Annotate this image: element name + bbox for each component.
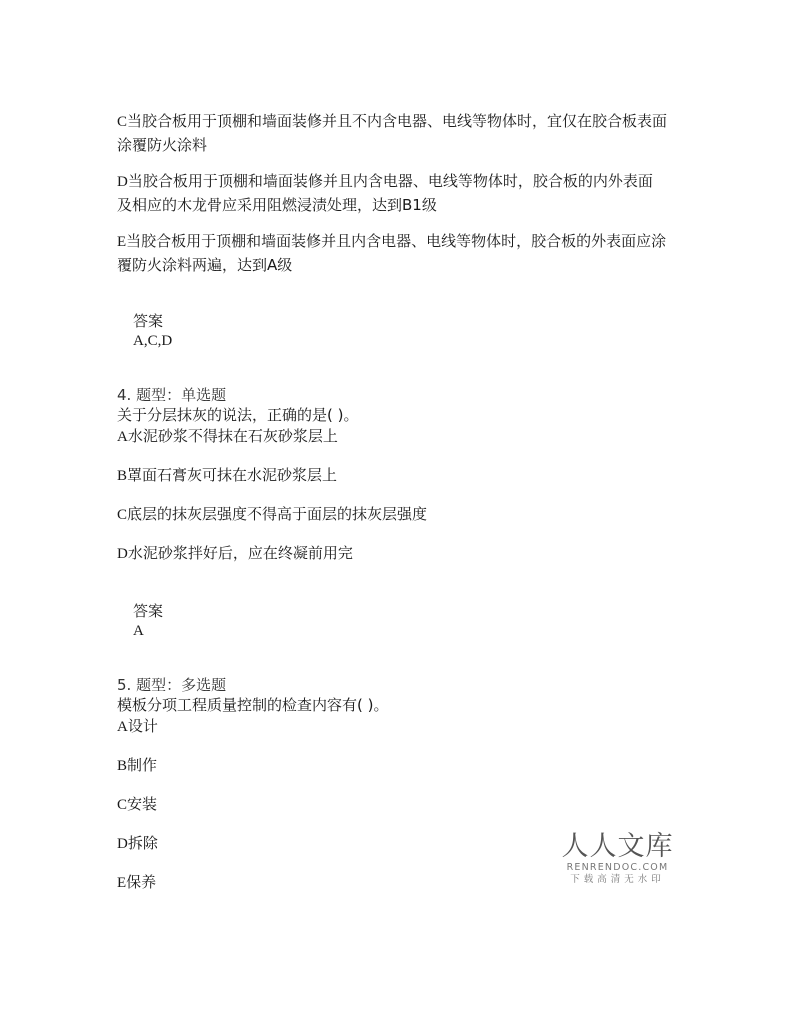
- option-letter: E: [117, 234, 127, 250]
- option-letter: A: [117, 429, 128, 445]
- option-letter: B: [117, 758, 128, 774]
- option-letter: D: [117, 174, 128, 190]
- option-text: 罩面石膏灰可抹在水泥砂浆层上: [127, 466, 338, 484]
- q4-answer-value: A: [133, 623, 144, 639]
- option-letter: C: [117, 797, 128, 813]
- q5-option-b: [117, 754, 157, 778]
- q4-option-d: [117, 542, 353, 566]
- option-letter: D: [117, 546, 128, 562]
- q3-option-e: [117, 230, 666, 277]
- option-text-line2: 覆防火涂料两遍，达到A级: [117, 256, 293, 274]
- option-letter: C: [117, 507, 128, 523]
- option-text: 拆除: [127, 834, 158, 852]
- q5-option-a: [117, 715, 158, 739]
- q3-answer-label: 答案: [133, 312, 164, 330]
- q4-option-c: [117, 503, 427, 527]
- option-text-line1: 当胶合板用于顶棚和墙面装修并且不内含电器、电线等物体时，宜仅在胶合板表面: [127, 112, 668, 130]
- q4-stem: 关于分层抹灰的说法，正确的是( )。: [117, 406, 359, 424]
- option-text: 设计: [127, 717, 158, 735]
- option-text: 安装: [127, 795, 158, 813]
- option-letter: D: [117, 836, 128, 852]
- q5-header: 5. 题型：多选题: [117, 676, 227, 694]
- q3-option-d: [117, 170, 653, 217]
- option-text: 保养: [126, 873, 157, 891]
- option-letter: B: [117, 468, 128, 484]
- q3-answer-value: A,C,D: [133, 333, 173, 349]
- watermark-title: 人人文库: [561, 831, 674, 862]
- option-letter: E: [117, 875, 127, 891]
- q4-option-b: [117, 464, 337, 488]
- watermark-url: RENRENDOC.COM: [566, 862, 669, 873]
- q5-option-c: [117, 793, 157, 817]
- q3-option-c: [117, 110, 667, 157]
- q4-option-a: [117, 425, 338, 449]
- q5-stem: 模板分项工程质量控制的检查内容有( )。: [117, 696, 389, 714]
- option-text-line1: 当胶合板用于顶棚和墙面装修并且内含电器、电线等物体时，胶合板的外表面应涂: [126, 232, 667, 250]
- watermark-logo: [560, 832, 675, 886]
- option-text-line1: 当胶合板用于顶棚和墙面装修并且内含电器、电线等物体时，胶合板的内外表面: [127, 172, 653, 190]
- q4-header: 4. 题型：单选题: [117, 386, 227, 404]
- option-text: 水泥砂浆不得抹在石灰砂浆层上: [127, 427, 338, 445]
- option-text-line2: 涂覆防火涂料: [117, 136, 208, 154]
- option-letter: C: [117, 114, 128, 130]
- option-text-line2: 及相应的木龙骨应采用阻燃浸渍处理，达到B1级: [117, 196, 437, 214]
- watermark-subtitle: 下载高清无水印: [570, 874, 665, 885]
- q4-answer-label: 答案: [133, 602, 164, 620]
- q5-option-d: [117, 832, 158, 856]
- option-text: 水泥砂浆拌好后，应在终凝前用完: [127, 544, 353, 562]
- option-letter: A: [117, 719, 128, 735]
- option-text: 底层的抹灰层强度不得高于面层的抹灰层强度: [127, 505, 428, 523]
- q5-option-e: [117, 871, 156, 895]
- option-text: 制作: [127, 756, 158, 774]
